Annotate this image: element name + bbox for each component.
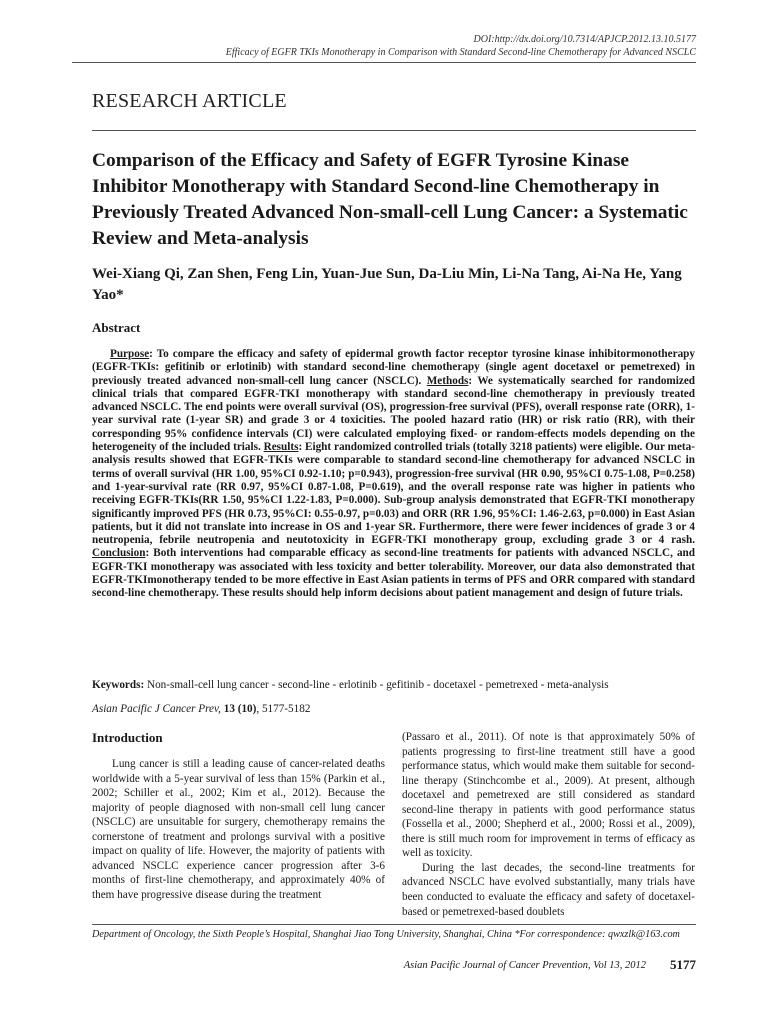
- introduction-column-2: [402, 730, 695, 919]
- results-label: Results: [263, 441, 299, 454]
- footnote-rule: [92, 924, 696, 925]
- introduction-column-1: Lung cancer is still a leading cause of cancer-related deaths worldwide with a 5-year survival of less than 15% (Parkin et al., 2002; Schiller et al., 2002; Kim et al., 2012). Because the majority of people diagnosed with non-small cell lung cancer (NSCLC) are unsuitable for surgery, chemotherapy remains the cornerstone of treatment and prolongs survival with a positive impact on quality of life. However, the majority of patients with advanced NSCLC experience cancer progression after 3-6 months of first-line chemotherapy, and approximately 40% of them have progressive disease during the treatment: [92, 758, 385, 901]
- author-list: Wei-Xiang Qi, Zan Shen, Feng Lin, Yuan-Jue Sun, Da-Liu Min, Li-Na Tang, Ai-Na He, Yang Yao*: [92, 266, 682, 303]
- title-rule: [92, 130, 696, 131]
- abstract-body: [92, 348, 695, 601]
- conclusion-label: Conclusion: [92, 547, 146, 560]
- conclusion-text: : Both interventions had comparable efficacy as second-line treatments for patients with advanced NSCLC, and EGFR-TKI monotherapy was associated with less toxicity and better tolerability. Moreover, our data also demonstrated that EGFR-TKImonotherapy tended to be more effective in East Asian patients in terms of PFS and ORR compared with standard second-line chemotherapy. These results should help inform decisions about patient management and design of future trials.: [92, 547, 695, 600]
- intro-paragraph: During the last decades, the second-line treatments for advanced NSCLC have evolved substantially, many trials have been conducted to evaluate the efficacy and safety of docetaxel-based or pemetrexed-based doublets: [402, 861, 695, 918]
- citation-pages: , 5177-5182: [256, 703, 311, 715]
- keywords-text: Non-small-cell lung cancer - second-line - erlotinib - gefitinib - docetaxel - pemetrexed - meta-analysis: [144, 679, 609, 691]
- methods-text: : We systematically searched for randomized clinical trials that compared EGFR-TKI monotherapy with standard second-line chemotherapy in previously treated advanced NSCLC. The end points were overall survival (OS), progression-free survival (PFS), overall response rate (ORR), 1-year survival rate (1-year SR) and grade 3 or 4 toxicities. The pooled hazard ratio (HR) or risk ratio (RR), with their corresponding 95% confidence intervals (CI) were calculated employing fixed- or random-effects models depending on the heterogeneity of the included trials.: [92, 374, 696, 454]
- article-type: RESEARCH ARTICLE: [92, 90, 287, 112]
- keywords-label: Keywords:: [92, 679, 145, 691]
- citation-issue: (10): [237, 703, 257, 715]
- citation-volume: 13: [223, 703, 235, 715]
- citation: [92, 702, 695, 716]
- page-number: 5177: [670, 957, 696, 972]
- citation-journal: Asian Pacific J Cancer Prev,: [92, 703, 221, 715]
- results-text: : Eight randomized controlled trials (totally 3218 patients) were eligible. Our meta-analysis results showed that EGFR-TKIs were comparable to standard second-line chemotherapy for advanced NSCLC in terms of overall survival (HR 1.00, 95%CI 0.92-1.10; p=0.943), progression-free survival (HR 0.90, 95%CI 0.75-1.08, P=0.258) and 1-year-survival rate (RR 0.97, 95%CI 0.87-1.08, P=0.619), and the overall response rate was higher in patients who receiving EGFR-TKIs(RR 1.50, 95%CI 1.22-1.83, P=0.000). Sub-group analysis demonstrated that EGFR-TKI monotherapy significantly improved PFS (HR 0.73, 95%CI: 0.55-0.97, p=0.03) and ORR (RR 1.96, 95%CI: 1.46-2.63, p=0.000) in East Asian patients, but it did not translate into increase in OS and 1-year SR. Furthermore, there were fewer incidences of grade 3 or 4 neutropenia, febrile neutropenia and neutotoxicity in EGFR-TKI monotherapy group, excluding grade 3 or 4 rash.: [92, 441, 695, 547]
- doi-line: DOI:http://dx.doi.org/10.7314/APJCP.2012.13.10.5177: [473, 34, 696, 45]
- purpose-text: : To compare the efficacy and safety of epidermal growth factor receptor tyrosine kinase inhibitormonotherapy (EGFR-TKIs: gefitinib or erlotinib) with standard second-line chemotherapy (single agent docetaxel or pemetrexed) in previously treated advanced non-small-cell lung cancer (NSCLC).: [92, 348, 695, 387]
- running-title: Efficacy of EGFR TKIs Monotherapy in Comparison with Standard Second-line Chemotherapy for Advanced NSCLC: [225, 47, 696, 58]
- header-rule: [72, 62, 696, 63]
- footer-journal: Asian Pacific Journal of Cancer Prevention, Vol 13, 2012: [403, 960, 646, 971]
- paper-title: Comparison of the Efficacy and Safety of EGFR Tyrosine Kinase Inhibitor Monotherapy with Standard Second-line Chemotherapy in Previously Treated Advanced Non-small-cell Lung Cancer: a Systematic Review and Meta-analysis: [92, 150, 688, 249]
- abstract-heading: Abstract: [92, 320, 141, 335]
- introduction-heading: Introduction: [92, 730, 163, 745]
- keywords: [92, 678, 695, 692]
- purpose-label: Purpose: [110, 348, 150, 360]
- methods-label: Methods: [426, 374, 469, 387]
- intro-paragraph: (Passaro et al., 2011). Of note is that approximately 50% of patients progressing to first-line treatment still have a good performance status, which would make them suitable for second-line therapy (Stinchcombe et al., 2009). At present, although docetaxel and pemetrexed are still considered as standard second-line therapy in patients with good performance status (Fossella et al., 2000; Shepherd et al., 2000; Rossi et al., 2009), there is still much room for improvement in terms of efficacy as well as toxicity.: [402, 731, 695, 860]
- affiliation-footnote: Department of Oncology, the Sixth People’s Hospital, Shanghai Jiao Tong University, Shanghai, China *For correspondence: qwxzlk@163.com: [92, 929, 680, 940]
